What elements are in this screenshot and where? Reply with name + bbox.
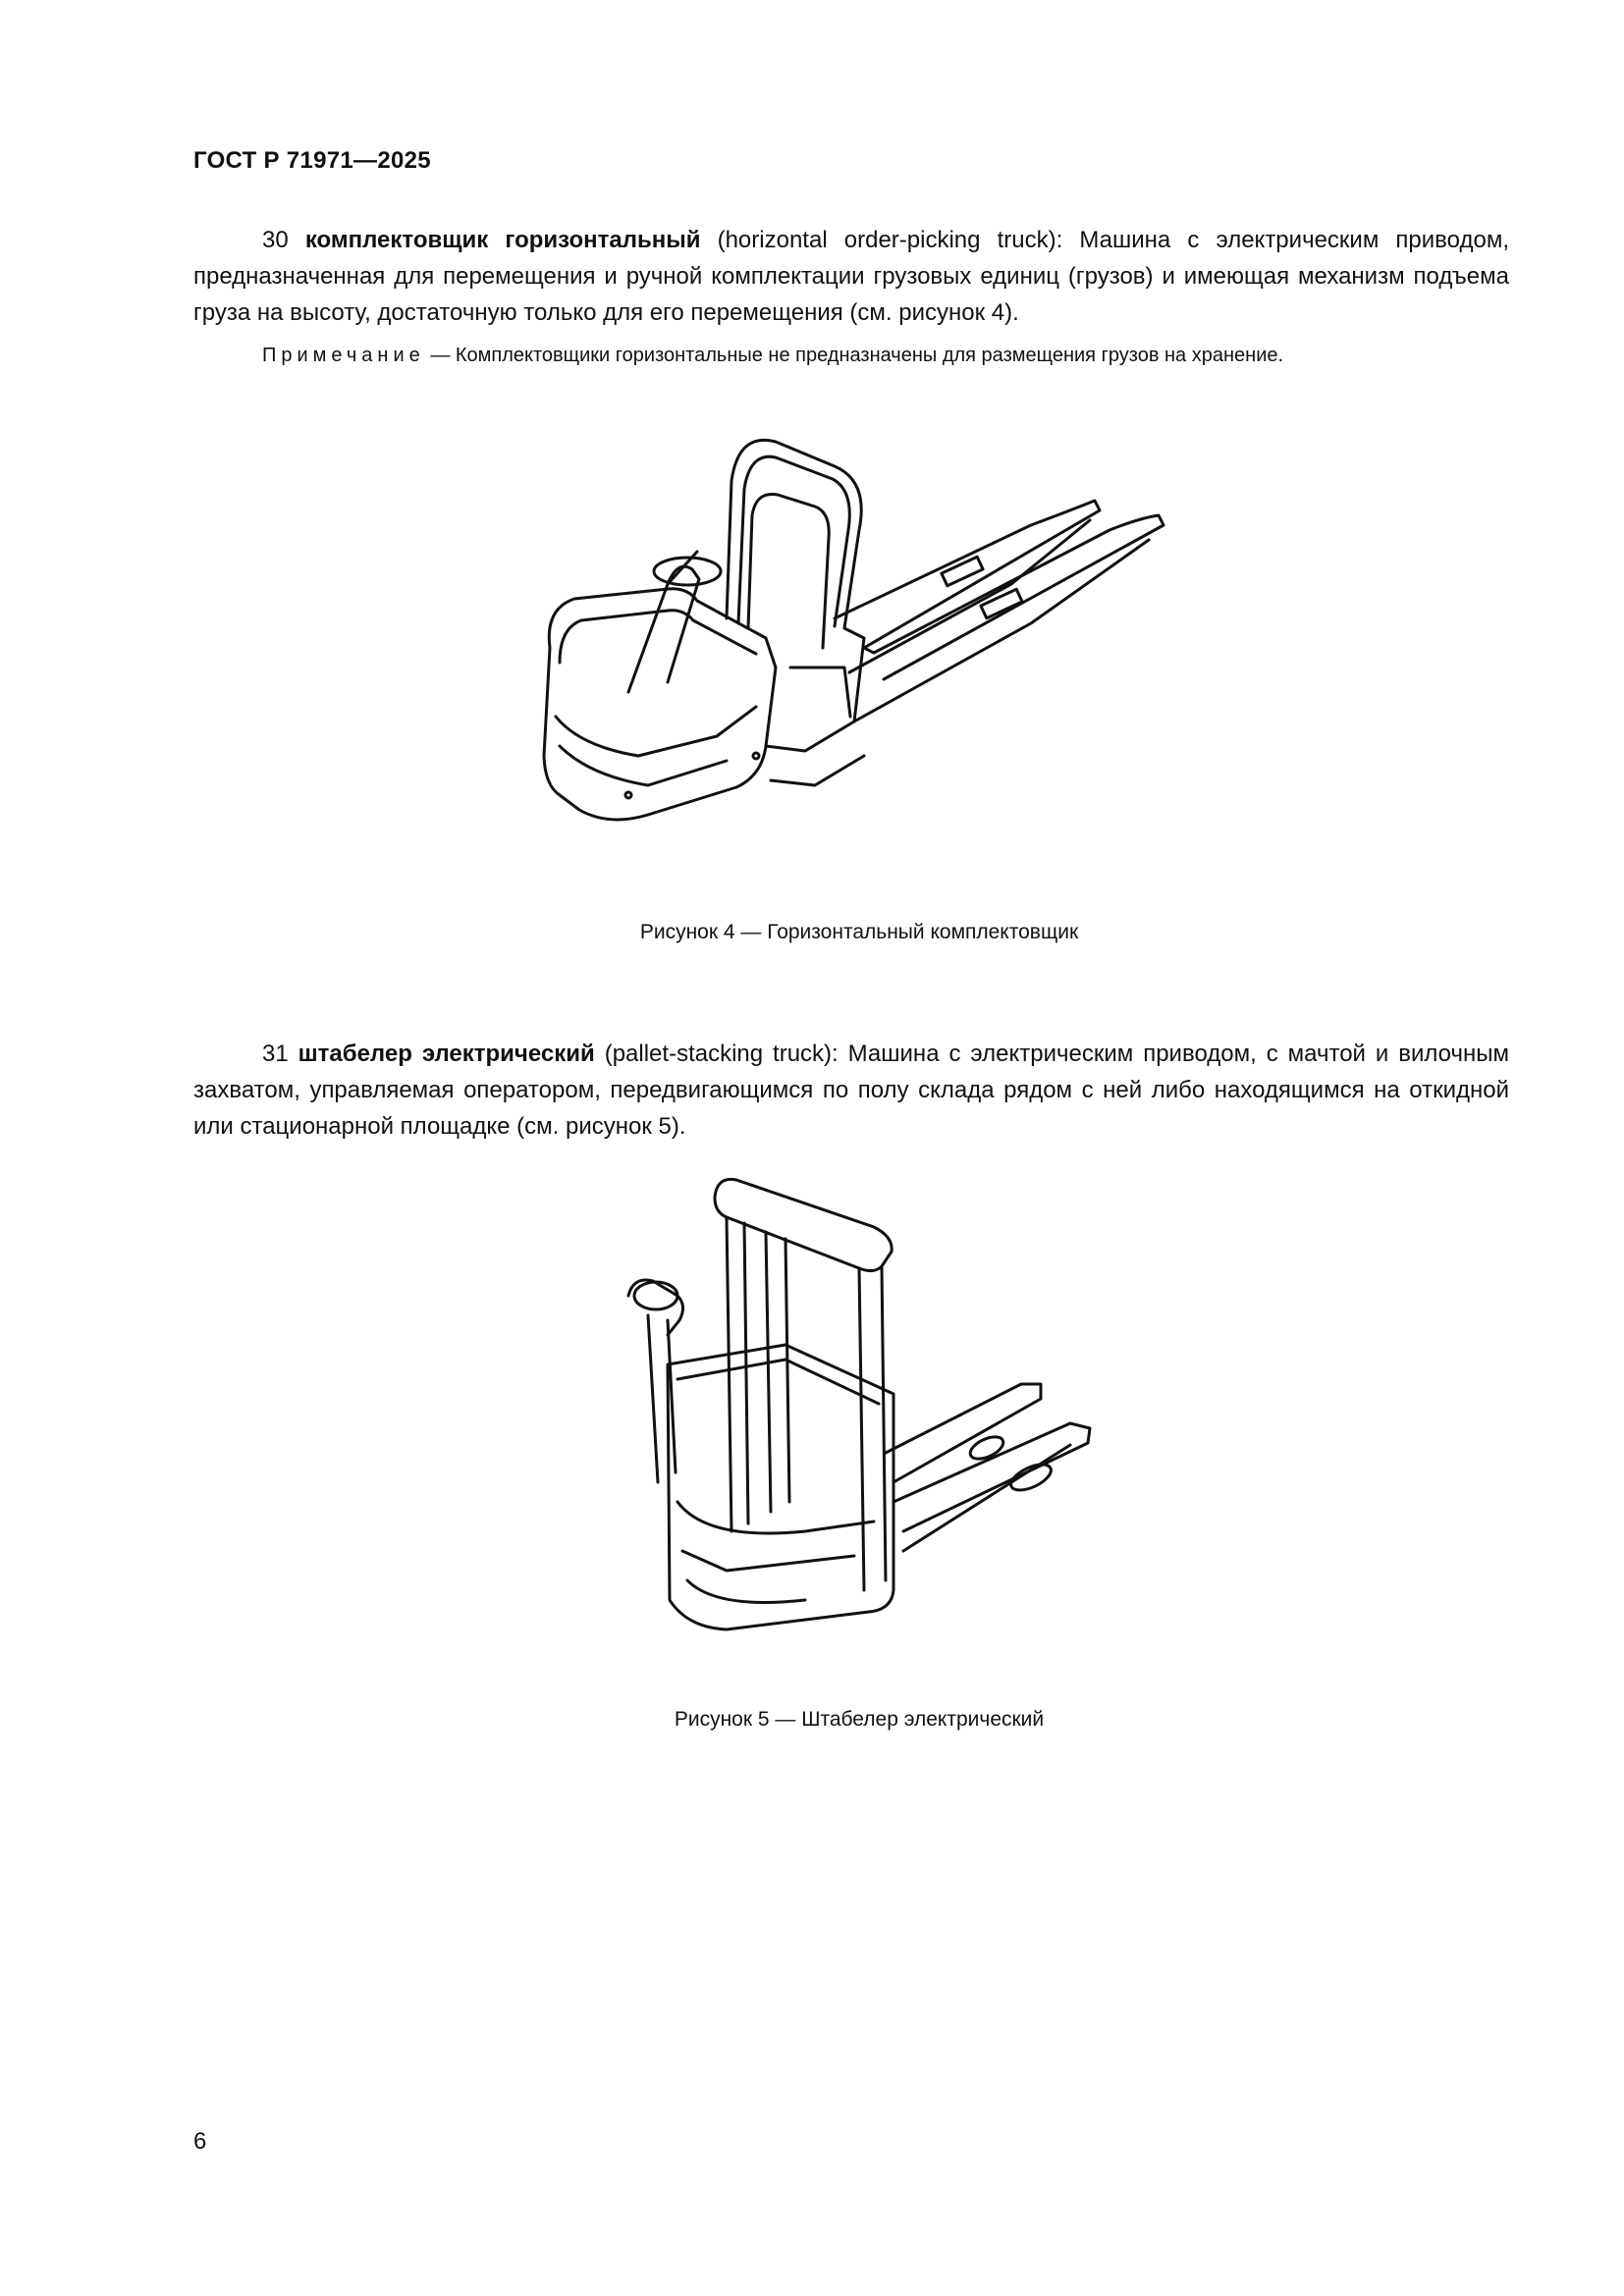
term-31-paragraph <box>193 1036 1509 1145</box>
standard-code-header: ГОСТ Р 71971—2025 <box>193 147 431 174</box>
note-label: Примечание <box>262 345 425 366</box>
term-title: штабелер электрический <box>298 1041 595 1067</box>
figure-4-order-picker-drawing <box>520 422 1198 903</box>
term-number: 31 <box>262 1041 289 1067</box>
term-definition: (pallet-stacking truck): Машина с электрическим приводом, с мачтой и вилочным захватом, управляемая оператором, передвигающимся по полу склада рядом с ней либо находящимся на откидной или стационарной площадке (см. рисунок 5). <box>193 1041 1510 1140</box>
term-definition: (horizontal order-picking truck): Машина с электрическим приводом, предназначенная для перемещения и ручной комплектации грузовых единиц (грузов) и имеющая механизм подъема груза на высоту, достаточную только для его перемещения (см. рисунок 4). <box>193 227 1510 326</box>
figure-4-caption: Рисунок 4 — Горизонтальный комплектовщик <box>639 921 1079 943</box>
term-30-note <box>193 342 1509 370</box>
term-number: 30 <box>262 227 289 253</box>
term-title: комплектовщик горизонтальный <box>304 227 701 253</box>
term-30-paragraph <box>193 222 1509 331</box>
figure-5-caption: Рисунок 5 — Штабелер электрический <box>674 1708 1045 1731</box>
page-number: 6 <box>193 2128 207 2155</box>
note-text: — Комплектовщики горизонтальные не предназначены для размещения грузов на хранение. <box>424 345 1284 366</box>
figure-5-stacker-drawing <box>609 1158 1100 1688</box>
